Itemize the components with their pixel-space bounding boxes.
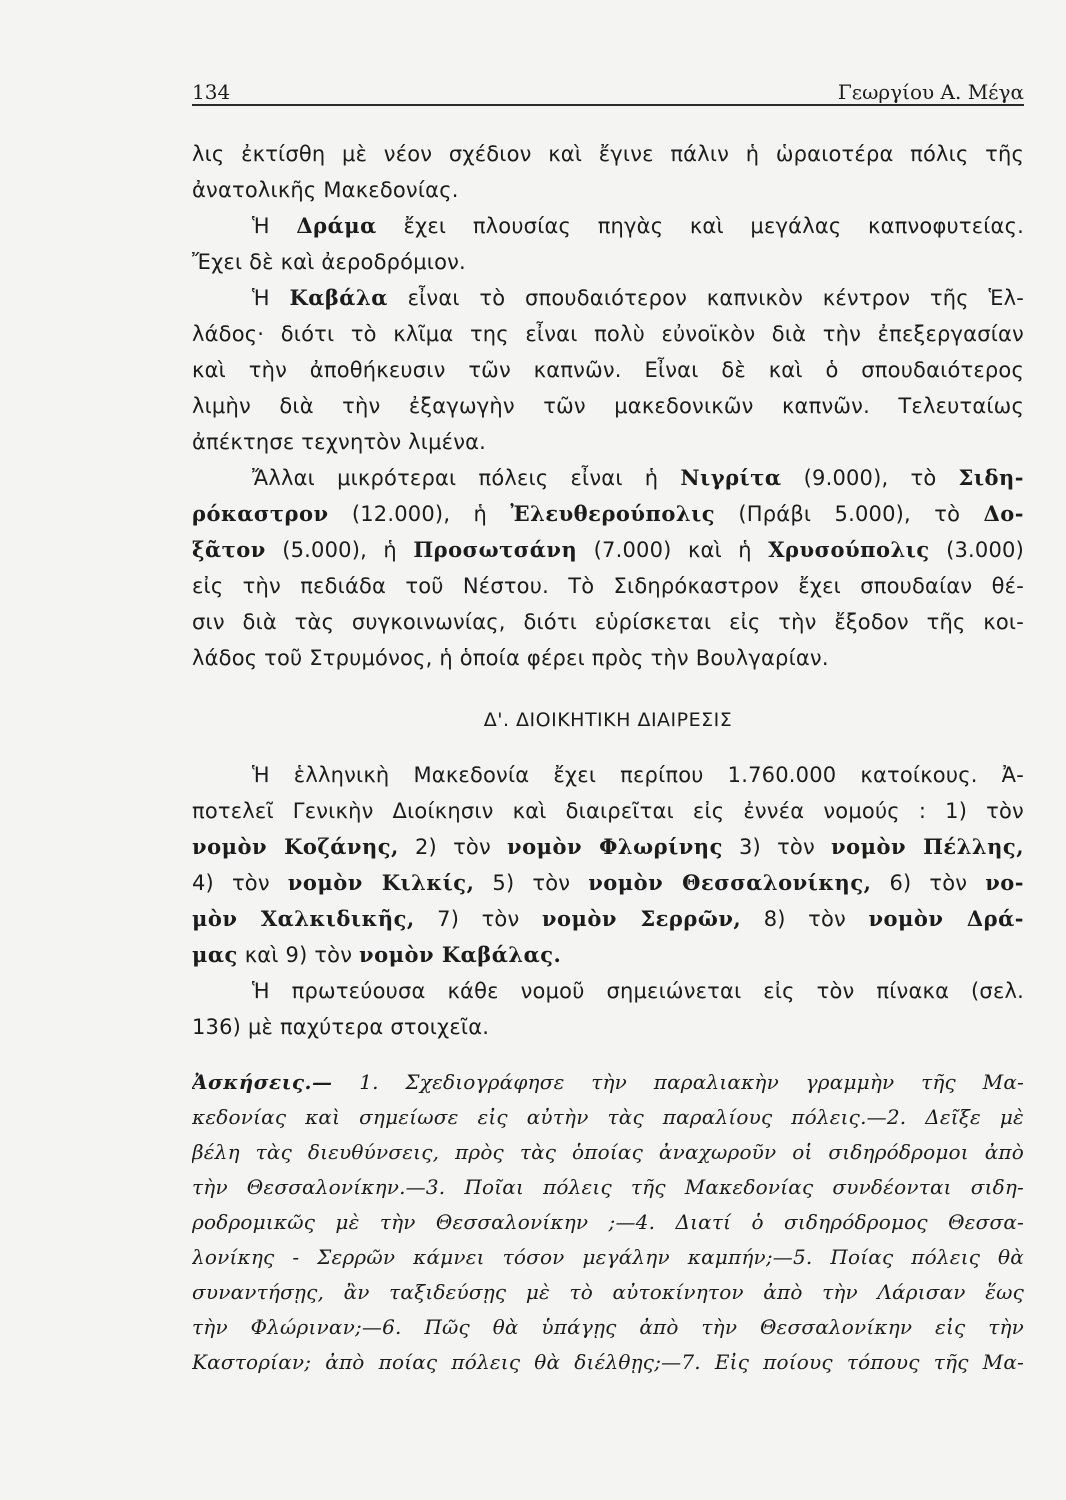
text-line: ἀπέκτησε τεχνητὸν λιμένα. xyxy=(192,430,487,454)
text-line: βέλη τὰς διευθύνσεις, πρὸς τὰς ὁποίας ἀναχωροῦν οἱ σιδηρόδρομοι ἀπὸ xyxy=(192,1140,1024,1164)
place-drama: Δράμα xyxy=(296,213,377,238)
text-line: εἰς τὴν πεδιάδα τοῦ Νέστου. Τὸ Σιδηρόκαστρον ἔχει σπουδαίαν θέ- xyxy=(192,574,1024,598)
text-line: 4) τὸν νομὸν Κιλκίς, 5) τὸν νομὸν Θεσσαλονίκης, 6) τὸν νο- xyxy=(192,870,1024,895)
text-line: ποτελεῖ Γενικὴν Διοίκησιν καὶ διαιρεῖται εἰς ἐννέα νομούς : 1) τὸν xyxy=(192,799,1024,823)
text-line: Ἄλλαι μικρότεραι πόλεις εἶναι ἡ Νιγρίτα (9.000), τὸ Σιδη- xyxy=(252,465,1024,490)
text-line: συναντήσῃς, ἂν ταξιδεύσῃς μὲ τὸ αὐτοκίνητον ἀπὸ τὴν Λάρισαν ἕως xyxy=(192,1280,1024,1304)
text-line: λονίκης - Σερρῶν κάμνει τόσον μεγάλην καμπήν;—5. Ποίας πόλεις θὰ xyxy=(192,1245,1024,1269)
text-line: λις ἐκτίσθη μὲ νέον σχέδιον καὶ ἔγινε πάλιν ἡ ὡραιοτέρα πόλις τῆς xyxy=(192,142,1024,166)
text-line: τὴν Θεσσαλονίκην.—3. Ποῖαι πόλεις τῆς Μακεδονίας συνδέονται σιδη- xyxy=(192,1175,1024,1199)
text-line: Ἡ πρωτεύουσα κάθε νομοῦ σημειώνεται εἰς τὸν πίνακα (σελ. xyxy=(252,979,1024,1003)
place-prosotsani: Προσωτσάνη xyxy=(413,537,578,562)
running-title: Γεωργίου Α. Μέγα xyxy=(837,80,1024,104)
text-line: ξᾶτον (5.000), ἡ Προσωτσάνη (7.000) καὶ ἡ Χρυσούπολις (3.000) xyxy=(192,537,1024,562)
text-line: καὶ τὴν ἀποθήκευσιν τῶν καπνῶν. Εἶναι δὲ καὶ ὁ σπουδαιότερος xyxy=(192,358,1024,382)
place-chrysoupoli: Χρυσούπολις xyxy=(768,537,930,562)
text-line: μας καὶ 9) τὸν νομὸν Καβάλας. xyxy=(192,942,562,967)
text-line: λιμὴν διὰ τὴν ἐξαγωγὴν τῶν μακεδονικῶν καπνῶν. Τελευταίως xyxy=(192,394,1024,418)
text-line: Καστορίαν; ἀπὸ ποίας πόλεις θὰ διέλθῃς;—7. Εἰς ποίους τόπους τῆς Μα- xyxy=(192,1350,1024,1374)
text-line: σιν διὰ τὰς συγκοινωνίας, διότι εὑρίσκεται εἰς τὴν ἔξοδον τῆς κοι- xyxy=(192,610,1024,634)
page-header xyxy=(192,76,1024,104)
section-heading: Δ'. ΔΙΟΙΚΗΤΙΚΗ ΔΙΑΙΡΕΣΙΣ xyxy=(483,709,733,731)
text-line: 136) μὲ παχύτερα στοιχεῖα. xyxy=(192,1015,490,1039)
text-line: ροδρομικῶς μὲ τὴν Θεσσαλονίκην ;—4. Διατί ὁ σιδηρόδρομος Θεσσα- xyxy=(192,1210,1024,1234)
place-eleftheroupoli: Ἐλευθερούπολις xyxy=(510,501,716,526)
place-sidirokastro: Σιδη- xyxy=(958,465,1024,490)
text-line: τὴν Φλώριναν;—6. Πῶς θὰ ὑπάγῃς ἀπὸ τὴν Θεσσαλονίκην εἰς τὴν xyxy=(192,1315,1024,1339)
place-doxato: Δο- xyxy=(983,501,1024,526)
text-line: Ἡ Δράμα ἔχει πλουσίας πηγὰς καὶ μεγάλας καπνοφυτείας. xyxy=(252,213,1024,238)
text-line: νομὸν Κοζάνης, 2) τὸν νομὸν Φλωρίνης 3) τὸν νομὸν Πέλλης, xyxy=(192,834,1024,859)
text-line: Ἔχει δὲ καὶ ἀεροδρόμιον. xyxy=(192,250,466,274)
text-line: λάδος τοῦ Στρυμόνος, ἡ ὁποία φέρει πρὸς τὴν Βουλγαρίαν. xyxy=(192,646,829,670)
text-line: ρόκαστρον (12.000), ἡ Ἐλευθερούπολις (Πράβι 5.000), τὸ Δο- xyxy=(192,501,1024,526)
page-number: 134 xyxy=(192,80,231,104)
place-nigrita: Νιγρίτα xyxy=(680,465,782,490)
text-line: λάδος· διότι τὸ κλῖμα της εἶναι πολὺ εὐνοϊκὸν διὰ τὴν ἐπεξεργασίαν xyxy=(192,322,1024,346)
header-rule xyxy=(192,104,1024,106)
place-kavala: Καβάλα xyxy=(289,285,388,310)
text-line: Ἡ ἑλληνικὴ Μακεδονία ἔχει περίπου 1.760.000 κατοίκους. Ἀ- xyxy=(252,763,1024,787)
exercises-label: Ἀσκήσεις.— xyxy=(192,1070,333,1094)
text-line: Ἀσκήσεις.— 1. Σχεδιογράφησε τὴν παραλιακὴν γραμμὴν τῆς Μα- xyxy=(192,1070,1024,1094)
text-line: Ἡ Καβάλα εἶναι τὸ σπουδαιότερον καπνικὸν κέντρον τῆς Ἑλ- xyxy=(252,285,1024,310)
text-line: μὸν Χαλκιδικῆς, 7) τὸν νομὸν Σερρῶν, 8) τὸν νομὸν Δρά- xyxy=(192,906,1024,931)
text-line: κεδονίας καὶ σημείωσε εἰς αὐτὴν τὰς παραλίους πόλεις.—2. Δεῖξε μὲ xyxy=(192,1105,1024,1129)
text-line: ἀνατολικῆς Μακεδονίας. xyxy=(192,178,459,202)
